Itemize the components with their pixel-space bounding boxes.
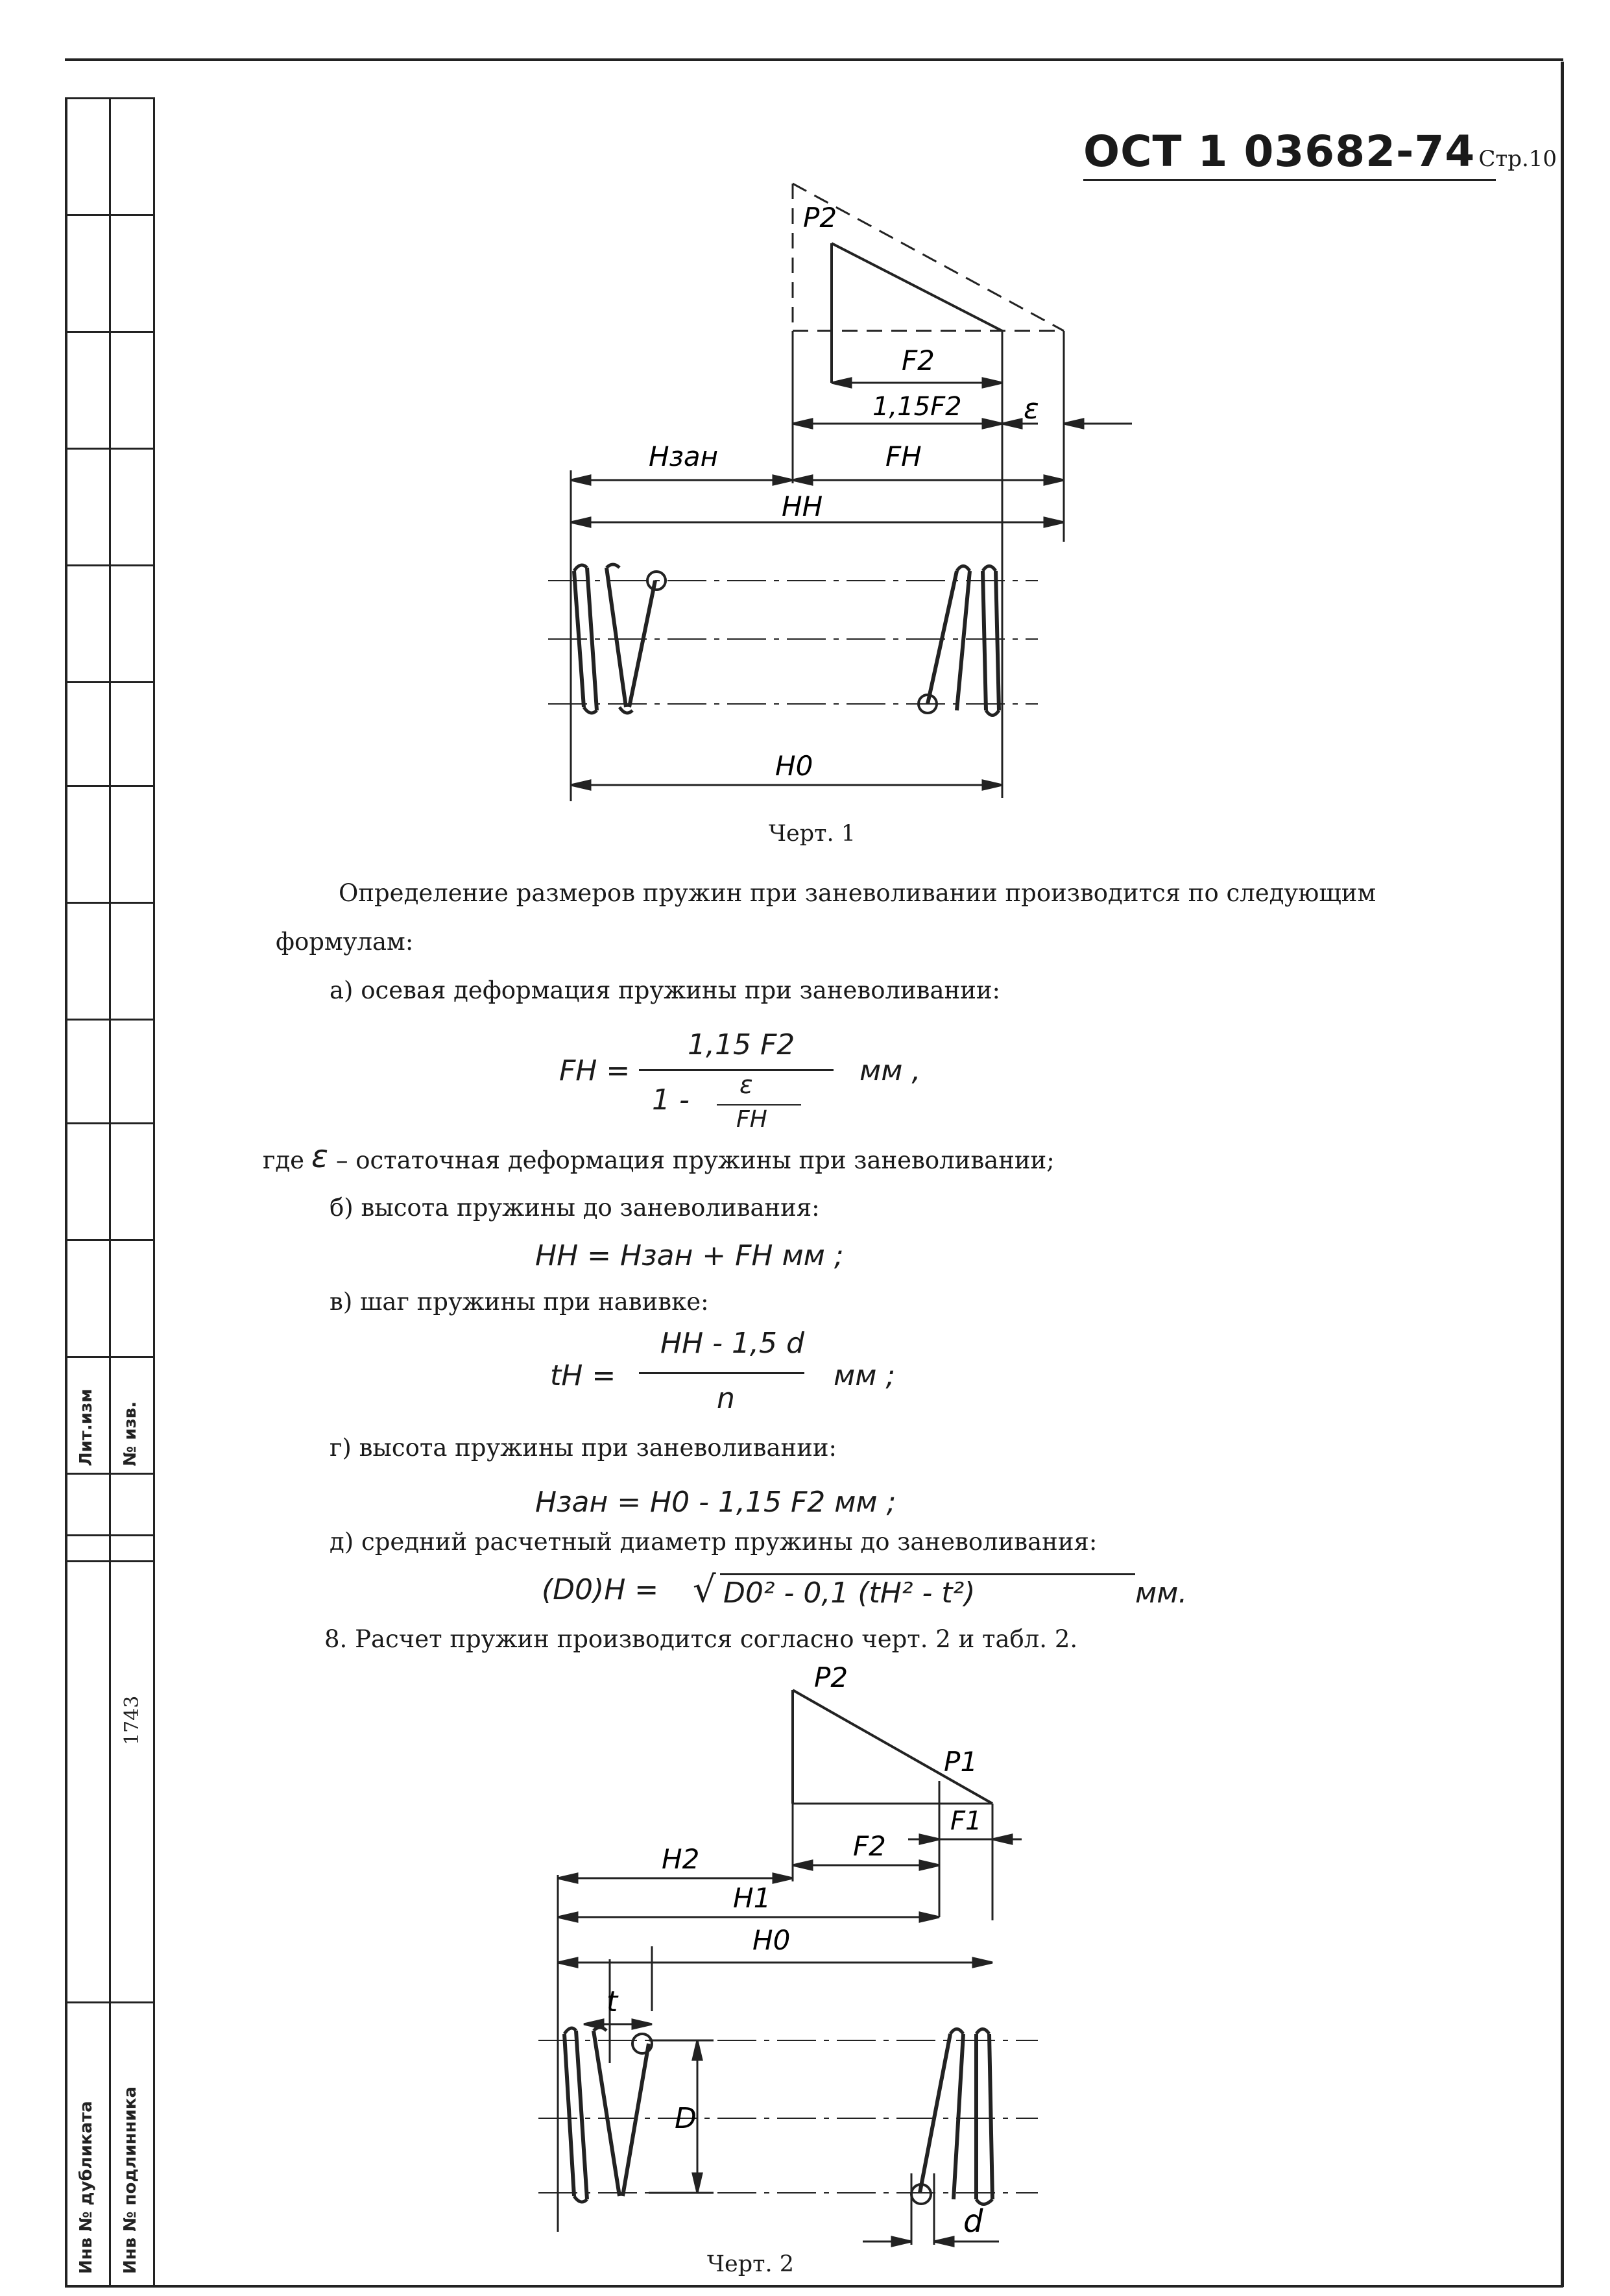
formula-a-unit: мм , — [859, 1054, 921, 1087]
formula-v-unit: мм ; — [834, 1359, 896, 1392]
formula-v-numerator: HН - 1,5 d — [660, 1327, 804, 1360]
fig2-label-h2: H2 — [662, 1843, 700, 1875]
gde-text: – остаточная деформация пружины при заневоливании; — [336, 1146, 1055, 1174]
page-number: Стр.10 — [1478, 146, 1557, 172]
formula-d-radicand: D0² - 0,1 (tН² - t²) — [723, 1577, 976, 1610]
formula-v-fraction-bar — [639, 1372, 804, 1374]
fig1-label-eps: ε — [1024, 393, 1039, 426]
stamp-cell-line — [65, 1019, 155, 1021]
fig2-label-h1: H1 — [733, 1882, 771, 1914]
stamp-lit-izm: Лит.изм — [77, 1388, 96, 1466]
gde-symbol: ε — [311, 1139, 328, 1175]
fig1-label-hn: HН — [782, 490, 823, 522]
formula-a-den-eps: ε — [739, 1070, 753, 1099]
formula-a-lhs: FН = — [559, 1054, 631, 1087]
fig2-label-p1: P1 — [944, 1746, 978, 1778]
figure-1-diagram — [0, 0, 1610, 843]
document-number: ОСТ 1 03682-74 — [1083, 127, 1476, 176]
stamp-cell-line — [65, 1534, 155, 1536]
item-8: 8. Расчет пружин производится согласно черт. 2 и табл. 2. — [324, 1625, 1078, 1653]
formula-a-numerator: 1,15 F2 — [688, 1028, 795, 1061]
item-d: д) средний расчетный диаметр пружины до заневоливания: — [330, 1528, 1098, 1556]
item-b: б) высота пружины до заневоливания: — [330, 1194, 820, 1222]
stamp-no-izv: № изв. — [121, 1401, 140, 1466]
formula-v-denominator: n — [717, 1382, 735, 1415]
fig1-label-115f2: 1,15F2 — [872, 392, 962, 422]
formula-a-fraction-bar — [639, 1069, 834, 1071]
stamp-cell-line — [65, 1356, 155, 1358]
fig2-label-f2: F2 — [853, 1830, 886, 1862]
item-a: а) осевая деформация пружины при заневоливании: — [330, 976, 1000, 1004]
item-v: в) шаг пружины при навивке: — [330, 1288, 709, 1316]
formula-d-unit: мм. — [1135, 1577, 1188, 1610]
formula-a-den-prefix: 1 - — [652, 1083, 690, 1117]
stamp-cell-line — [65, 1560, 155, 1562]
fig2-label-t: t — [607, 1985, 618, 2018]
figure-2-caption: Черт. 2 — [707, 2251, 795, 2277]
stamp-inv-dublikata: Инв № дубликата — [77, 2101, 96, 2274]
formula-v-lhs: tН = — [550, 1359, 616, 1392]
fig1-label-hzan: Hзан — [649, 441, 719, 472]
formula-a-den-fn: FН — [736, 1106, 767, 1133]
intro-line-1: Определение размеров пружин при заневоливании производится по следующим — [339, 879, 1376, 907]
item-g: г) высота пружины при заневоливании: — [330, 1434, 837, 1462]
fig2-label-p2: P2 — [814, 1662, 848, 1693]
fig1-label-p2: P2 — [803, 202, 837, 234]
fig1-label-h0: H0 — [775, 750, 813, 782]
fig2-label-d-small: d — [963, 2203, 983, 2240]
fig2-label-f1: F1 — [950, 1806, 982, 1836]
figure-1-caption: Черт. 1 — [769, 821, 856, 847]
formula-g: Hзан = H0 - 1,15 F2 мм ; — [535, 1486, 896, 1519]
stamp-cell-line — [65, 1239, 155, 1241]
fig1-label-f2: F2 — [902, 344, 935, 376]
formula-d-lhs: (D0)Н = — [542, 1573, 659, 1606]
formula-a-inner-bar — [717, 1104, 801, 1106]
figure-2-diagram — [0, 1661, 1610, 2296]
stamp-inv-number: 1743 — [121, 1695, 143, 1745]
formula-d-radical-sign: √ — [693, 1569, 716, 1611]
formula-d-radical-bar — [720, 1573, 1135, 1575]
fig2-label-d-big: D — [675, 2102, 697, 2135]
stamp-cell-line — [65, 902, 155, 904]
stamp-inv-podlinnika: Инв № подлинника — [121, 2086, 140, 2274]
stamp-cell-line — [65, 1122, 155, 1124]
gde-prefix: где — [263, 1146, 305, 1174]
stamp-cell-line — [65, 1473, 155, 1475]
fig2-label-h0: H0 — [752, 1924, 791, 1956]
formula-b: HН = Hзан + FН мм ; — [535, 1239, 844, 1272]
fig1-label-fn: FН — [885, 441, 922, 472]
intro-line-2: формулам: — [276, 928, 414, 956]
